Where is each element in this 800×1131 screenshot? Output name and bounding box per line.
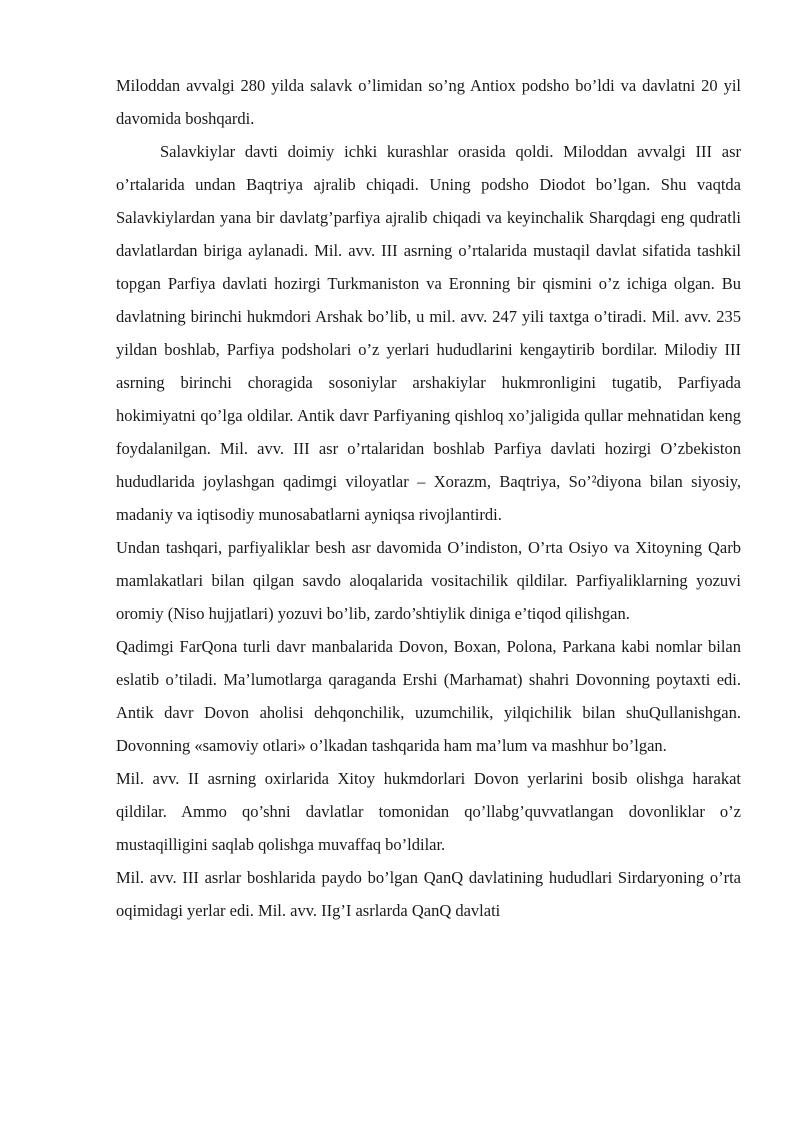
paragraph-dovon-xitoy: Mil. avv. II asrning oxirlarida Xitoy hukmdorlari Dovon yerlarini bosib olishga harakat qildilar. Ammo qo’shni davlatlar tomonidan qo’llabg’quvvatlangan dovonliklar o’z mustaqilligini saqlab qolishga muvaffaq bo’ldilar. <box>116 769 741 854</box>
paragraph-fargona-dovon: Qadimgi FarQona turli davr manbalarida Dovon, Boxan, Polona, Parkana kabi nomlar bilan eslatib o’tiladi. Ma’lumotlarga qaraganda Ershi (Marhamat) shahri Dovonning poytaxti edi. Antik davr Dovon aholisi dehqonchilik, uzumchilik, yilqichilik bilan shuQullanishgan. Dovonning «samoviy otlari» o’lkadan tashqarida ham ma’lum va mashhur bo’lgan. <box>116 637 741 755</box>
paragraph-antiox: Miloddan avvalgi 280 yilda salavk o’limidan so’ng Antiox podsho bo’ldi va davlatni 20 yil davomida boshqardi. <box>116 76 741 128</box>
document-page <box>116 69 741 927</box>
paragraph-salavkiylar-parfiya: Salavkiylar davti doimiy ichki kurashlar orasida qoldi. Miloddan avvalgi III asr o’rtalarida undan Baqtriya ajralib chiqadi. Uning podsho Diodot bo’lgan. Shu vaqtda Salavkiylardan yana bir davlatg’parfiya ajralib chiqadi va keyinchalik Sharqdagi eng qudratli davlatlardan biriga aylanadi. Mil. avv. III asrning o’rtalarida mustaqil davlat sifatida tashkil topgan Parfiya davlati hozirgi Turkmaniston va Eronning bir qismini o’z ichiga olgan. Bu davlatning birinchi hukmdori Arshak bo’lib, u mil. avv. 247 yili taxtga o’tiradi. Mil. avv. 235 yildan boshlab, Parfiya podsholari o’z yerlari hududlarini kengaytirib bordilar. Milodiy III asrning birinchi choragida sosoniylar arshakiylar hukmronligini tugatib, Parfiyada hokimiyatni qo’lga oldilar. Antik davr Parfiyaning qishloq xo’jaligida qullar mehnatidan keng foydalanilgan. Mil. avv. III asr o’rtalaridan boshlab Parfiya davlati hozirgi O’zbekiston hududlarida joylashgan qadimgi viloyatlar – Xorazm, Baqtriya, So’²diyona bilan siyosiy, madaniy va iqtisodiy munosabatlarni ayniqsa rivojlantirdi. <box>116 142 741 524</box>
paragraph-qang-davlati: Mil. avv. III asrlar boshlarida paydo bo’lgan QanQ davlatining hududlari Sirdaryoning o’rta oqimidagi yerlar edi. Mil. avv. IIg’I asrlarda QanQ davlati <box>116 868 741 920</box>
paragraph-parfiya-trade: Undan tashqari, parfiyaliklar besh asr davomida O’indiston, O’rta Osiyo va Xitoyning Qarb mamlakatlari bilan qilgan savdo aloqalarida vositachilik qildilar. Parfiyaliklarning yozuvi oromiy (Niso hujjatlari) yozuvi bo’lib, zardo’shtiylik diniga e’tiqod qilishgan. <box>116 538 741 623</box>
